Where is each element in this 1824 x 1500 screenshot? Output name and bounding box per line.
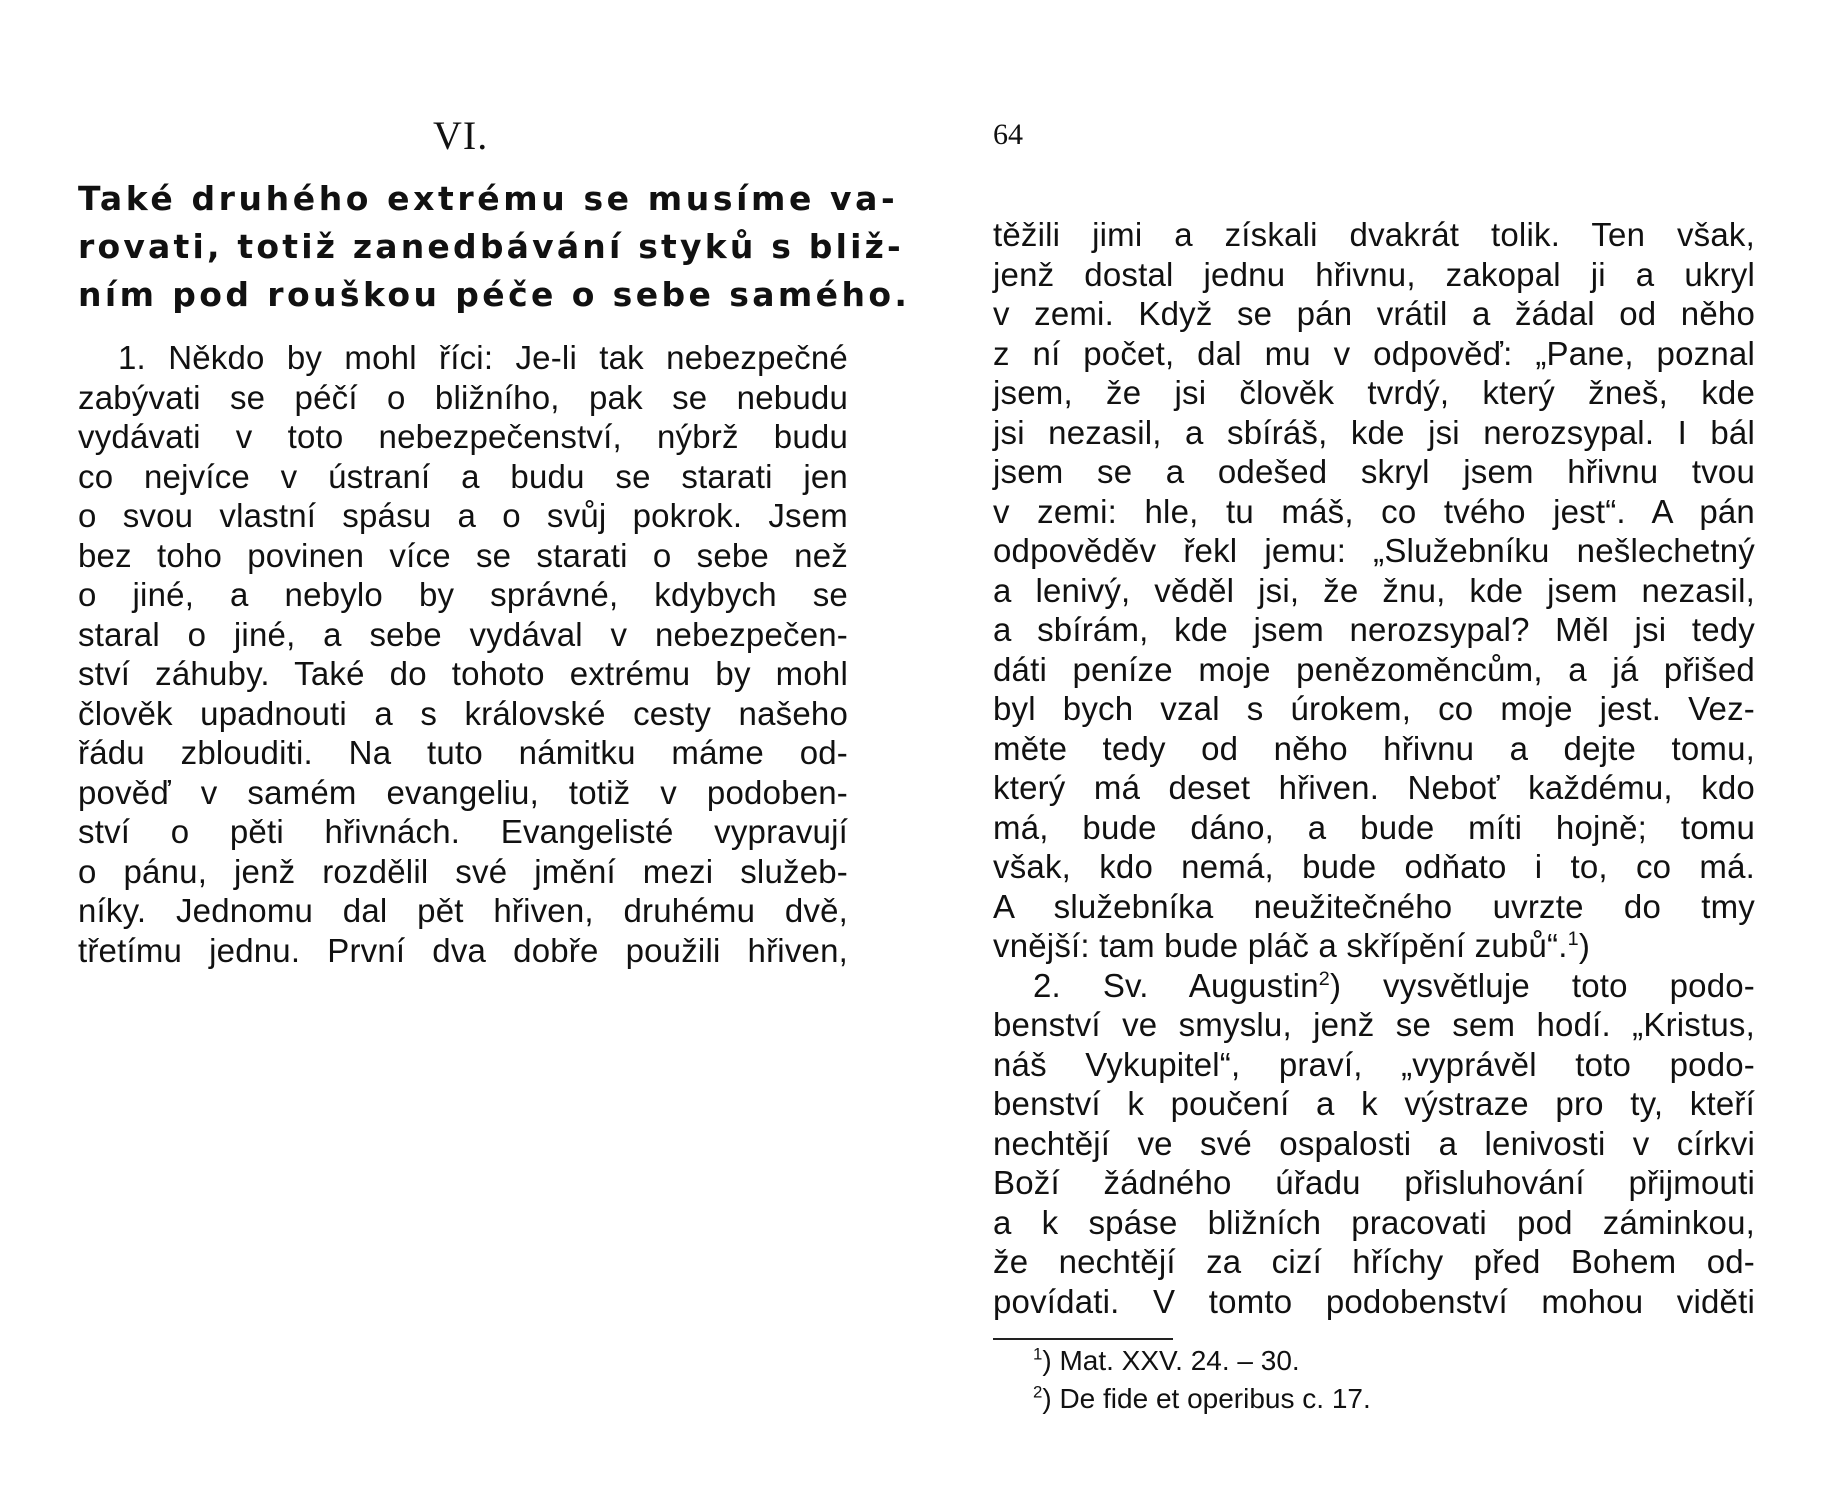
text-line: že nechtějí za cizí hříchy před Bohem od-	[993, 1243, 1755, 1280]
footnote-marker: 1	[1033, 1344, 1043, 1364]
text-line: pověď v samém evangeliu, totiž v podoben-	[78, 773, 848, 811]
text-line: odpověděv řekl jemu: „Služebníku nešlechetný	[993, 532, 1755, 569]
text-line: a lenivý, věděl jsi, že žnu, kde jsem nezasil,	[993, 571, 1755, 609]
text-line: dáti peníze moje penězoměncům, a já přišed	[993, 650, 1755, 688]
text-line: a k spáse bližních pracovati pod záminkou,	[993, 1203, 1755, 1241]
footnote-text: ) De fide et operibus c. 17.	[1042, 1383, 1371, 1414]
footnote-text: ) Mat. XXV. 24. – 30.	[1042, 1345, 1300, 1376]
text-line: jenž dostal jednu hřivnu, zakopal ji a ukryl	[993, 255, 1755, 293]
right-body-text	[993, 215, 1755, 1321]
text-line: v zemi: hle, tu máš, co tvého jest“. A pán	[993, 492, 1755, 530]
close-paren: )	[1578, 927, 1591, 964]
text-line: však, kdo nemá, bude odňato i to, co má.	[993, 848, 1755, 885]
chapter-number: VI.	[433, 113, 489, 158]
text-line: nechtějí ve své ospalosti a lenivosti v církvi	[993, 1124, 1755, 1162]
text-line: byl bych vzal s úrokem, co moje jest. Vez-	[993, 690, 1755, 727]
text-line: má, bude dáno, a bude míti hojně; tomu	[993, 808, 1755, 846]
chapter-heading	[78, 175, 911, 319]
text-line: A služebníka neužitečného uvrzte do tmy	[993, 887, 1755, 925]
text-line	[993, 966, 1755, 1006]
footnote-marker: 2	[1033, 1382, 1043, 1402]
text-line: níky. Jednomu dal pět hřiven, druhému dvě,	[78, 892, 848, 929]
text-line: jsem, že jsi člověk tvrdý, který žneš, kde	[993, 374, 1755, 411]
text-line-content: 2. Sv. Augustin	[1033, 966, 1319, 1004]
text-line: benství k poučení a k výstraze pro ty, kteří	[993, 1085, 1755, 1122]
footnote-marker: 2	[1318, 967, 1330, 990]
text-line: Boží žádného úřadu přisluhování přijmouti	[993, 1164, 1755, 1201]
text-line: a sbírám, kde jsem nerozsypal? Měl jsi tedy	[993, 611, 1755, 648]
text-line: jsi nezasil, a sbíráš, kde jsi nerozsypal. I bál	[993, 413, 1755, 451]
footnote-marker: 1	[1567, 928, 1579, 950]
text-line: o jiné, a nebylo by správné, kdybych se	[78, 576, 848, 613]
text-line: těžili jimi a získali dvakrát tolik. Ten však,	[993, 216, 1755, 253]
page-number: 64	[993, 118, 1023, 151]
footnote-2	[1033, 1380, 1733, 1418]
text-line: co nejvíce v ústraní a budu se starati jen	[78, 457, 848, 495]
text-line: člověk upadnouti a s královské cesty našeho	[78, 694, 848, 732]
text-line: v zemi. Když se pán vrátil a žádal od něho	[993, 295, 1755, 332]
text-line-content: ) vysvětluje toto podo-	[1329, 966, 1755, 1004]
text-line: jsem se a odešed skryl jsem hřivnu tvou	[993, 453, 1755, 490]
text-line: 1. Někdo by mohl říci: Je-li tak nebezpečné	[118, 339, 848, 376]
text-line: řádu zblouditi. Na tuto námitku máme od-	[78, 734, 848, 771]
text-line: povídati. V tomto podobenství mohou viděti	[993, 1282, 1755, 1320]
heading-line: Také druhého extrému se musíme va-	[78, 179, 899, 218]
text-line: o pánu, jenž rozdělil své jmění mezi služeb-	[78, 852, 848, 890]
left-body-text	[78, 338, 848, 970]
footnotes	[1033, 1342, 1733, 1418]
heading-line: rovati, totiž zanedbávání styků s bliž-	[78, 227, 904, 266]
text-line: ství o pěti hřivnách. Evangelisté vypravují	[78, 813, 848, 850]
text-line-content: vnější: tam bude pláč a skřípění zubů“.	[993, 927, 1568, 964]
text-line: třetímu jednu. První dva dobře použili hřiven,	[78, 931, 848, 969]
text-line: benství ve smyslu, jenž se sem hodí. „Kristus,	[993, 1006, 1755, 1043]
heading-line: ním pod rouškou péče o sebe samého.	[78, 275, 911, 314]
text-line: bez toho povinen více se starati o sebe než	[78, 536, 848, 574]
text-line: náš Vykupitel“, praví, „vyprávěl toto podo-	[993, 1045, 1755, 1083]
text-line: zabývati se péčí o bližního, pak se nebudu	[78, 378, 848, 416]
text-line: o svou vlastní spásu a o svůj pokrok. Jsem	[78, 497, 848, 534]
text-line: který má deset hřiven. Neboť každému, kdo	[993, 769, 1755, 806]
footnote-divider	[993, 1338, 1173, 1340]
text-line: vydávati v toto nebezpečenství, nýbrž budu	[78, 418, 848, 455]
text-line: ství záhuby. Také do tohoto extrému by mohl	[78, 655, 848, 692]
text-line	[993, 926, 1755, 966]
text-line: staral o jiné, a sebe vydával v nebezpečen-	[78, 615, 848, 653]
text-line: z ní počet, dal mu v odpověď: „Pane, poznal	[993, 334, 1755, 372]
text-line: měte tedy od něho hřivnu a dejte tomu,	[993, 729, 1755, 767]
footnote-1	[1033, 1342, 1733, 1380]
